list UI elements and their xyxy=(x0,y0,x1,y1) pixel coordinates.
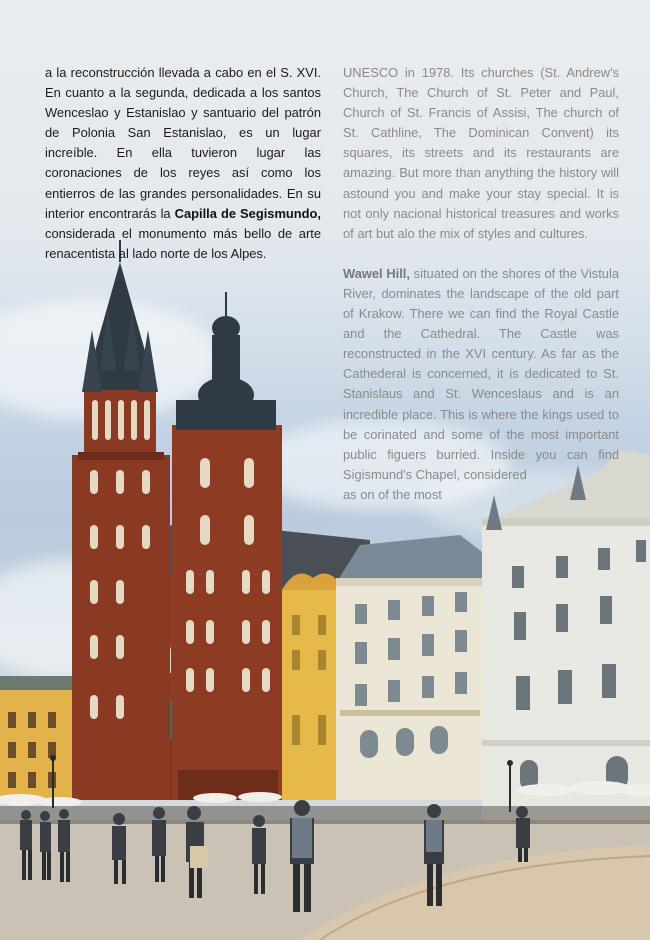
left-paragraph-bold: Capilla de Segismundo, xyxy=(174,205,321,221)
left-paragraph-text: a la reconstrucción llevada a cabo en el S. XVI. En cuanto a la segunda, dedicada a los santos Wenceslao y Estanislao y santuario del patrón de Polonia San Estanislao, es un lugar increíble. En ella tuvieron lugar las coronaciones de los reyes así como los entierros de las grandes personalidades. En su interior encontrarás la xyxy=(45,65,321,221)
basilica-bell-tower xyxy=(172,292,282,800)
left-text-column xyxy=(45,63,321,264)
yellow-building-left xyxy=(0,676,72,803)
yellow-ornate-facade xyxy=(282,574,344,800)
left-paragraph-tail: considerada el monumento más bello de arte renacentista al lado norte de los Alpes. xyxy=(45,225,321,261)
cream-townhouse xyxy=(336,535,486,800)
left-paragraph xyxy=(45,63,321,264)
white-classical-building xyxy=(482,450,650,820)
basilica-tall-tower xyxy=(72,240,170,800)
right-paragraph-2-bold: Wawel Hill, xyxy=(343,265,410,281)
right-paragraph-2-tail: as on of the most xyxy=(343,486,442,502)
right-paragraph-1: UNESCO in 1978. Its churches (St. Andrew's Church, The Church of St. Peter and Paul, Church of St. Francis of Assisi, The church of St. Cathline, The Dominican Convent) its squares, its streets and its restaurants are amazing. But more than anything the history will astound you and make your stay special. It is not only nacional historical treasures and works of art but alo the mix of styles and cultures. xyxy=(343,65,619,241)
right-paragraph-2 xyxy=(343,264,619,485)
right-text-column xyxy=(343,63,619,505)
right-paragraph-2-text: situated on the shores of the Vistula River, dominates the landscape of the old part of Krakow. There we can find the Royal Castle and the Cathedral. The Castle was reconstructed in the XVI century. As far as the Cathederal is concerned, it is dedicated to St. Stanislaus and St. Wenceslaus and is an incredible place. This is where the kings used to be corinated and some of the most important public figuers burried. Inside you can find Sigismund's Chapel, considered xyxy=(343,265,620,482)
